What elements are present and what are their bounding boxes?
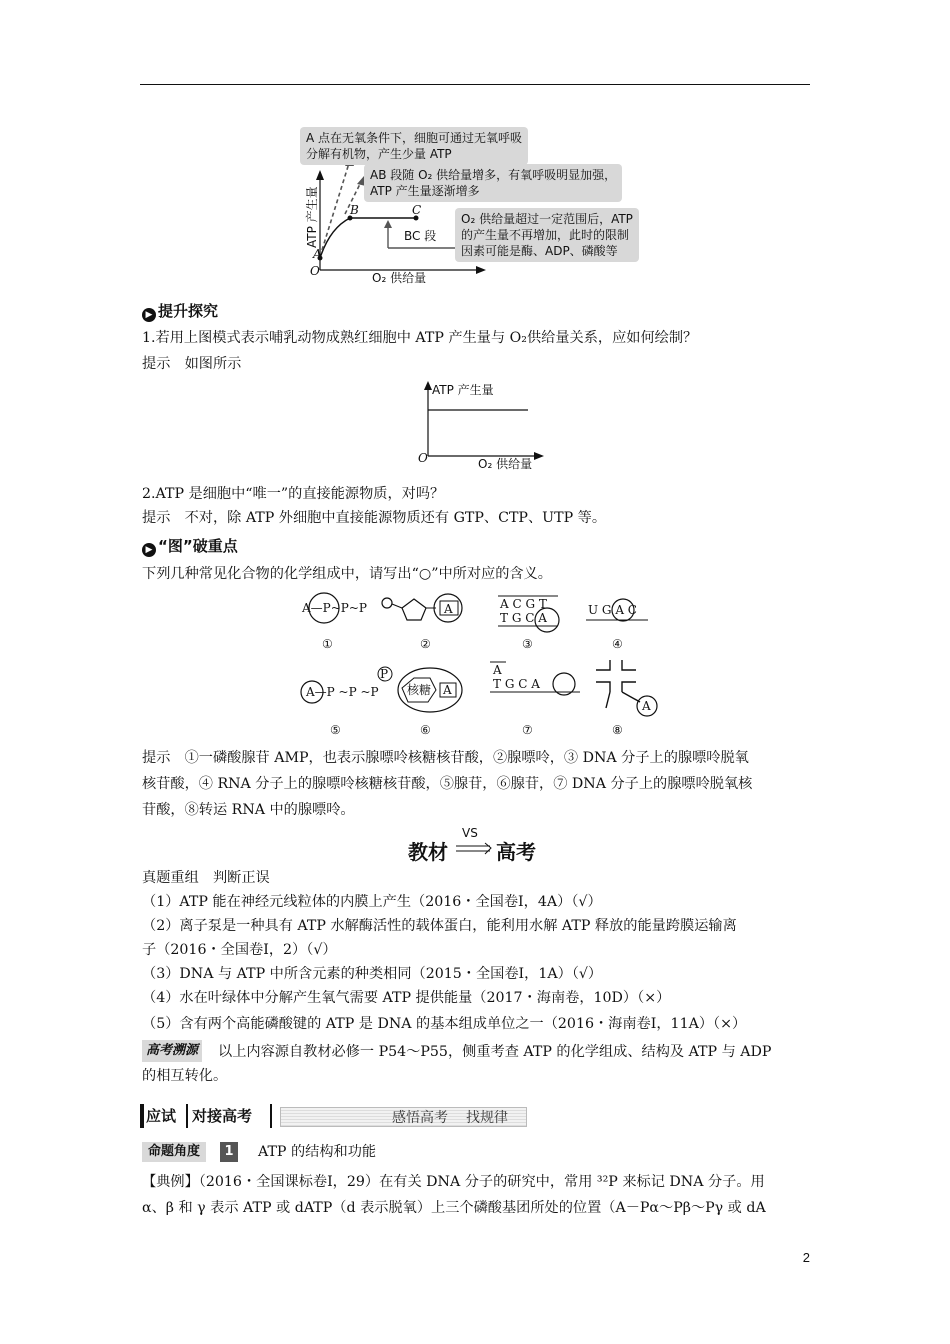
example-line-2: α、β 和 γ 表示 ATP 或 dATP（d 表示脱氧）上三个磷酸基团所处的位置（A－Pα～Pβ～Pγ 或 dA [142, 1200, 766, 1216]
num-4: ④ [612, 637, 623, 651]
question-2-hint: 提示 不对，除 ATP 外细胞中直接能源物质还有 GTP、CTP、UTP 等。 [142, 510, 607, 526]
callout-a: A 点在无氧条件下，细胞可通过无氧呼吸 分解有机物，产生少量 ATP [300, 127, 528, 165]
fig1-x-arrow [476, 266, 486, 274]
play-icon: ▶ [142, 543, 156, 557]
label-bc: BC 段 [404, 229, 437, 243]
fig1-origin: O [310, 264, 320, 278]
double-arrow-icon [454, 842, 494, 856]
item-1: （1）ATP 能在神经元线粒体的内膜上产生（2016・全国卷Ⅰ，4A）（√） [142, 894, 602, 910]
num-8: ⑧ [612, 723, 623, 737]
compound-4: U G A C [588, 603, 637, 617]
label-b: B [350, 203, 359, 217]
page-number: 2 [802, 1250, 810, 1265]
num-2: ② [420, 637, 431, 651]
fig1-y-arrow [316, 170, 324, 180]
section-banner: 应试 对接高考 感悟高考 找规律 [140, 1104, 525, 1128]
fig1-x-label: O₂ 供给量 [372, 271, 427, 285]
svg-text:A: A [493, 663, 502, 677]
mingti-topic: ATP 的结构和功能 [258, 1144, 377, 1160]
source-tag: 高考溯源 [142, 1040, 202, 1062]
answer-line-1: 提示 ①一磷酸腺苷 AMP，也表示腺嘌呤核糖核苷酸，②腺嘌呤，③ DNA 分子上的腺嘌呤脱氧 [142, 750, 749, 766]
header-rule [140, 84, 810, 85]
trna-shape [596, 660, 640, 708]
svg-text:A: A [642, 699, 651, 713]
fig2-x-label: O₂ 供给量 [478, 457, 533, 471]
label-c: C [412, 203, 422, 217]
compound-3-bottom: T G C A [500, 611, 547, 625]
section-heading-explore: ▶ 提升探究 [142, 300, 218, 322]
fig2-y-label: ATP 产生量 [432, 383, 494, 397]
arrow-a [322, 160, 350, 250]
mingti-number: 1 [220, 1142, 238, 1162]
fig2-origin: O [418, 451, 428, 465]
num-6: ⑥ [420, 723, 431, 737]
compound-6-sugar: 核糖 [407, 683, 432, 697]
source-line-2: 的相互转化。 [142, 1068, 228, 1084]
question-2: 2.ATP 是细胞中“唯一”的直接能源物质，对吗？ [142, 486, 445, 502]
rbc-atp-figure [410, 378, 570, 474]
zhenti-label: 真题重组 判断正误 [142, 870, 270, 886]
item-5: （5）含有两个高能磷酸键的 ATP 是 DNA 的基本组成单位之一（2016・海南卷Ⅰ，11A）（×） [142, 1016, 747, 1032]
callout-bc: O₂ 供给量超过一定范围后，ATP 的产生量不再增加，此时的限制 因素可能是酶、ADP、磷酸等 [455, 208, 639, 262]
example-line-1: 【典例】（2016・全国课标卷Ⅰ，29）在有关 DNA 分子的研究中，常用 ³²P 来标记 DNA 分子。用 [142, 1174, 765, 1190]
question-1: 1.若用上图模式表示哺乳动物成熟红细胞中 ATP 产生量与 O₂供给量关系，应如何绘制？ [142, 330, 698, 346]
num-3: ③ [522, 637, 533, 651]
compounds-figure [290, 590, 670, 740]
answer-line-2: 核苷酸，④ RNA 分子上的腺嘌呤核糖核苷酸，⑤腺苷，⑥腺苷，⑦ DNA 分子上的腺嘌呤脱氧核 [142, 776, 753, 792]
source-line-1: 以上内容源自教材必修一 P54～P55，侧重考查 ATP 的化学组成、结构及 ATP 与 ADP [218, 1044, 772, 1060]
question-1-hint: 提示 如图所示 [142, 356, 242, 372]
num-5: ⑤ [330, 723, 341, 737]
svg-text:A: A [444, 602, 453, 616]
item-2-cont: 子（2016・全国卷Ⅰ，2）（√） [142, 942, 337, 958]
question-3: 下列几种常见化合物的化学组成中，请写出“○”中所对应的含义。 [142, 566, 552, 582]
section-heading-diagram: ▶ “图”破重点 [142, 535, 238, 557]
num-7: ⑦ [522, 723, 533, 737]
compound-7: T G C A [493, 677, 540, 691]
callout-ab: AB 段随 O₂ 供给量增多，有氧呼吸明显加强， ATP 产生量逐渐增多 [364, 164, 622, 202]
item-4: （4）水在叶绿体中分解产生氧气需要 ATP 提供能量（2017・海南卷，10D）（×） [142, 990, 671, 1006]
svg-text:A: A [443, 683, 452, 697]
item-2: （2）离子泵是一种具有 ATP 水解酶活性的载体蛋白，能利用水解 ATP 释放的能量跨膜运输离 [142, 918, 737, 934]
answer-line-3: 苷酸，⑧转运 RNA 中的腺嘌呤。 [142, 802, 355, 818]
svg-text:P: P [380, 667, 389, 681]
play-icon: ▶ [142, 308, 156, 322]
fig1-y-label: ATP 产生量 [305, 186, 319, 248]
compound-3-top: A C G T [500, 597, 547, 611]
fig1-curve [320, 218, 416, 258]
compound-5: A—P ~P ~P [306, 685, 379, 699]
item-3: （3）DNA 与 ATP 中所含元素的种类相同（2015・全国卷Ⅰ，1A）（√） [142, 966, 603, 982]
compound-1: A—P~P~P [302, 601, 367, 615]
label-a: A [313, 247, 322, 261]
num-1: ① [322, 637, 333, 651]
mingti-label: 命题角度 [142, 1142, 206, 1162]
vs-title: 教材 VS 高考 [408, 826, 536, 864]
